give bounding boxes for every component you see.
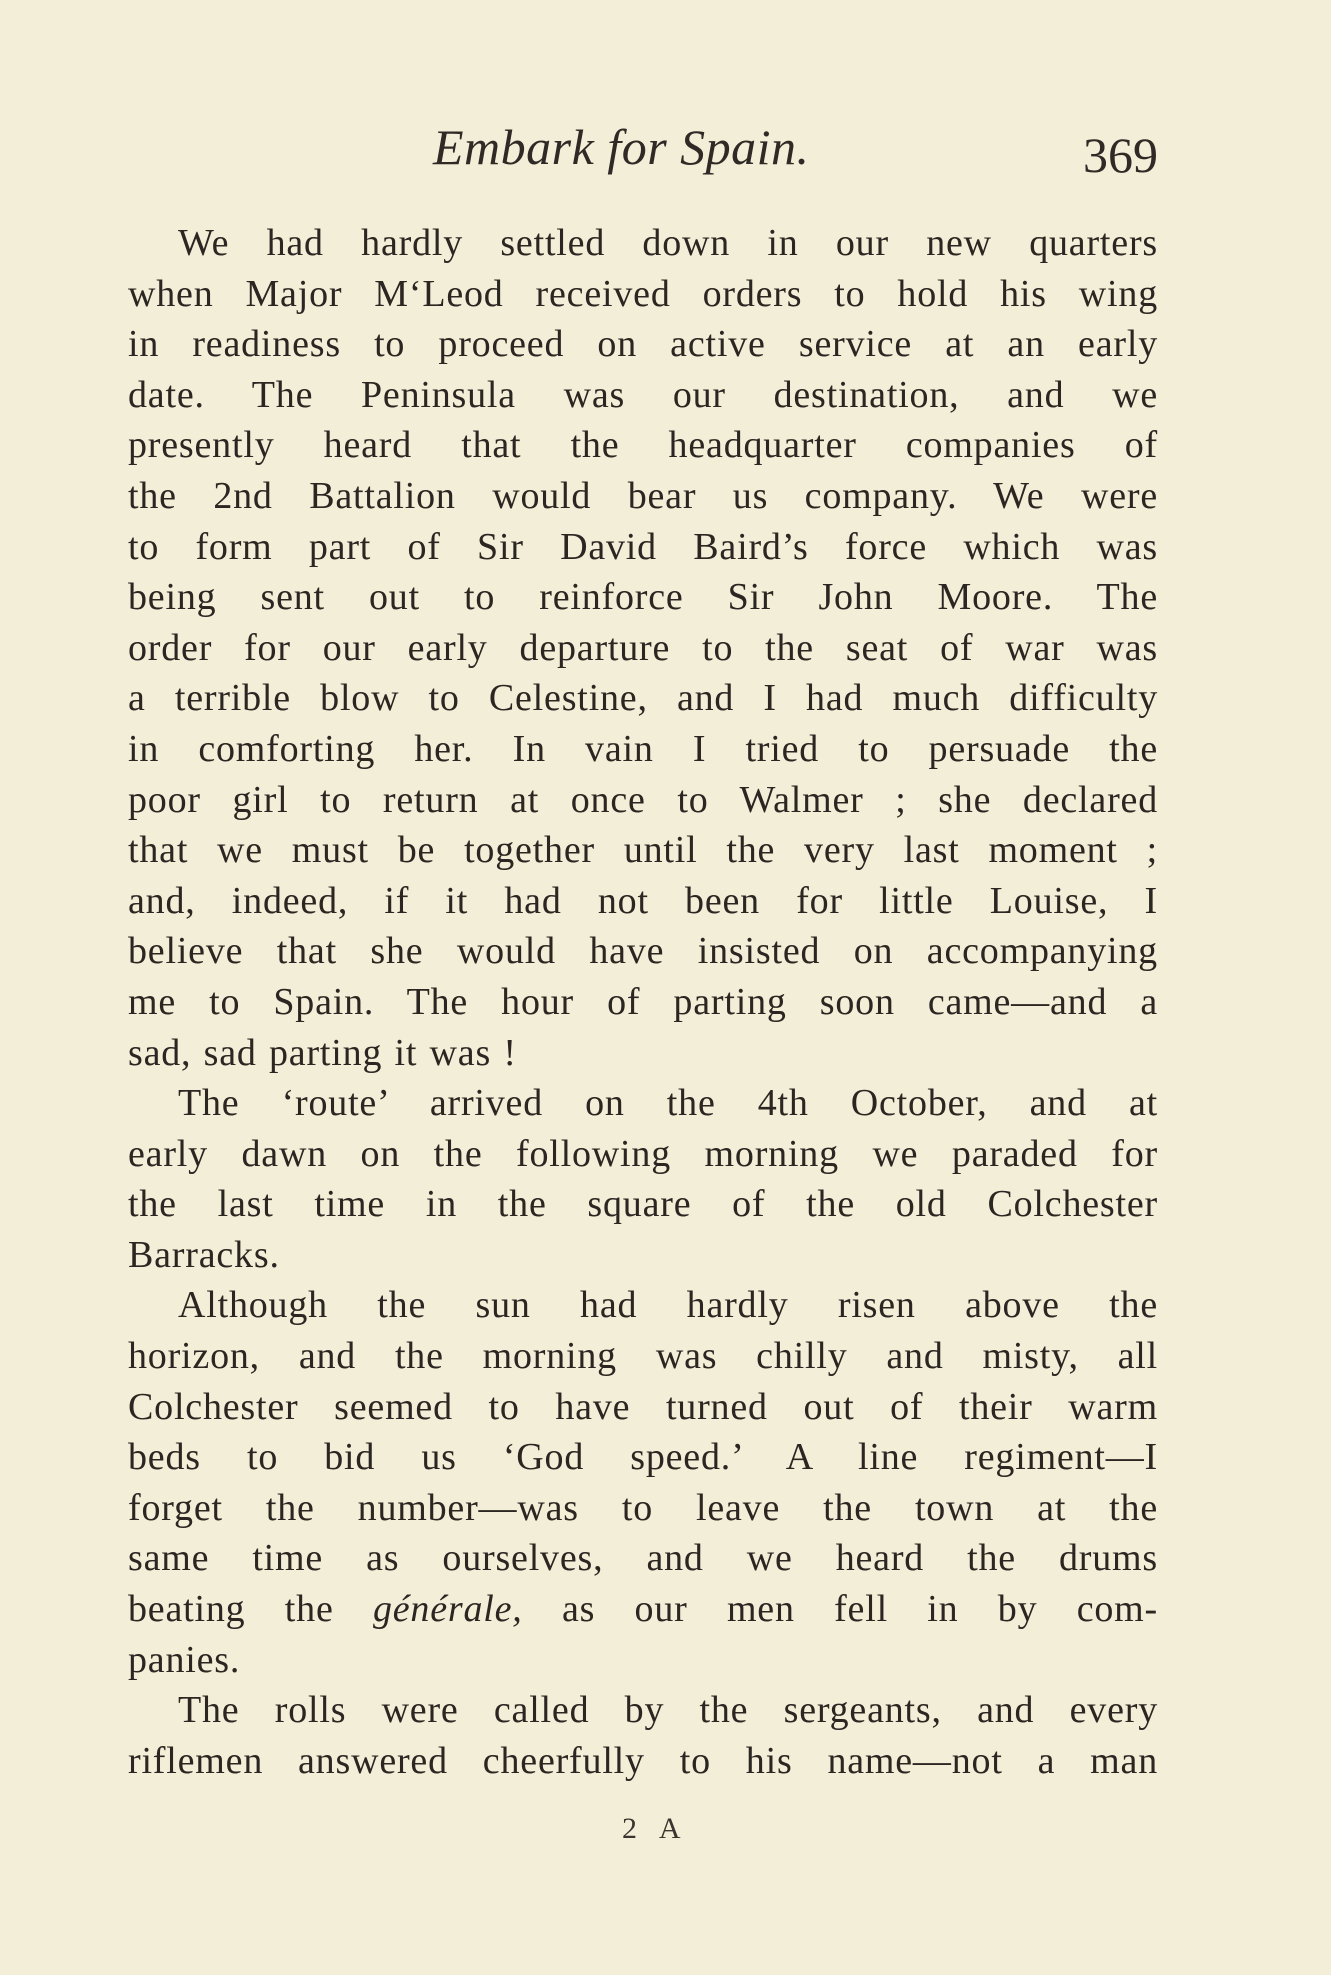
text-line-generale	[128, 1584, 1158, 1635]
text-line: presently heard that the headquarter companies of	[128, 424, 1158, 467]
text-line: We had hardly settled down in our new quarters	[178, 222, 1158, 264]
signature-mark: 2 A	[622, 1812, 689, 1845]
page-number: 369	[1083, 127, 1158, 183]
text-line: The ‘route’ arrived on the 4th October, and at	[178, 1082, 1158, 1125]
text-line: horizon, and the morning was chilly and misty, all	[128, 1335, 1158, 1378]
text-line: in readiness to proceed on active service at an early	[128, 323, 1158, 366]
text-line: The rolls were called by the sergeants, and every	[178, 1689, 1158, 1732]
text-line: riflemen answered cheerfully to his name—not a man	[128, 1739, 1158, 1782]
text-line: poor girl to return at once to Walmer ; she declared	[128, 778, 1158, 821]
text-line: date. The Peninsula was our destination, and we	[128, 373, 1158, 416]
running-title: Embark for Spain.	[433, 119, 810, 175]
text-line: a terrible blow to Celestine, and I had much difficulty	[128, 677, 1158, 720]
text-line: Barracks.	[128, 1233, 280, 1276]
text-line: the last time in the square of the old Colchester	[128, 1183, 1158, 1226]
italic-term: générale,	[372, 1588, 523, 1631]
text-fragment: as our men fell in by com-	[522, 1588, 1158, 1631]
text-line: me to Spain. The hour of parting soon came—and a	[128, 980, 1158, 1023]
text-line: believe that she would have insisted on accompanying	[128, 930, 1158, 973]
text-line: in comforting her. In vain I tried to persuade the	[128, 727, 1158, 770]
text-line: being sent out to reinforce Sir John Moore. The	[128, 576, 1158, 619]
text-fragment: beating the	[128, 1588, 373, 1631]
text-line: Although the sun had hardly risen above the	[178, 1284, 1158, 1327]
text-line: same time as ourselves, and we heard the drums	[128, 1537, 1158, 1580]
running-head	[128, 118, 1158, 198]
text-line: and, indeed, if it had not been for little Louise, I	[128, 879, 1158, 922]
text-line: order for our early departure to the seat of war was	[128, 626, 1158, 669]
text-line: forget the number—was to leave the town at the	[128, 1486, 1158, 1529]
text-line: to form part of Sir David Baird’s force which was	[128, 525, 1158, 568]
text-line: that we must be together until the very last moment ;	[128, 829, 1158, 872]
body-text	[128, 218, 1158, 1786]
text-line: early dawn on the following morning we paraded for	[128, 1132, 1158, 1175]
text-line: Colchester seemed to have turned out of their warm	[128, 1385, 1158, 1428]
text-line: the 2nd Battalion would bear us company. We were	[128, 474, 1158, 517]
text-line: sad, sad parting it was !	[128, 1031, 517, 1074]
text-line: beds to bid us ‘God speed.’ A line regiment—I	[128, 1436, 1158, 1479]
text-line: when Major M‘Leod received orders to hold his wing	[128, 272, 1158, 315]
text-line: panies.	[128, 1638, 241, 1681]
